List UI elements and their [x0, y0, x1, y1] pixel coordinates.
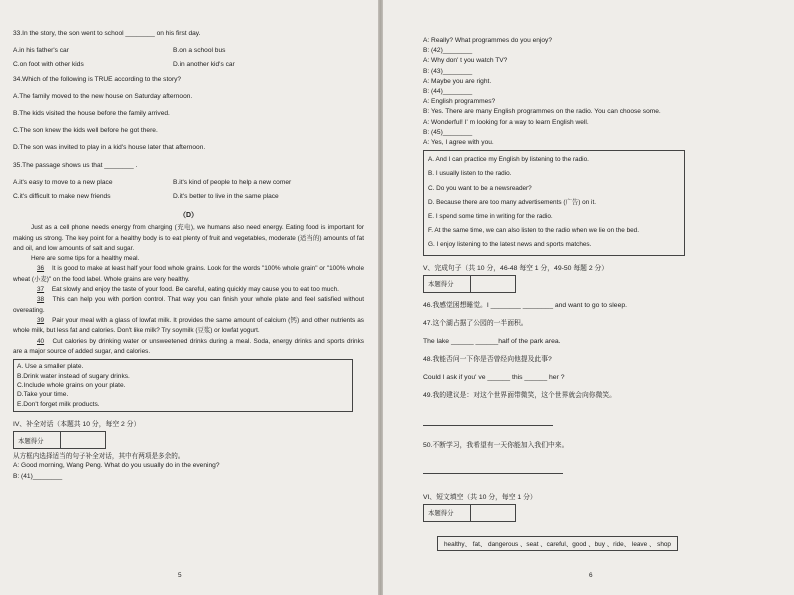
option-35-b: B.it's kind of people to help a new comer: [173, 178, 292, 186]
option-b: B.Drink water instead of sugary drinks.: [17, 372, 130, 380]
question-35-options-2: [13, 193, 364, 201]
dialogue-line: B: Yes. There are many English programmes on the radio. You can choose some.: [423, 108, 661, 116]
option-34-d: D.The son was invited to play in a kid's house later that afternoon.: [13, 144, 206, 152]
dialogue-line: A: Why don' t you watch TV?: [423, 57, 508, 65]
option-a: A. And I can practice my English by listening to the radio.: [428, 156, 589, 164]
question-48: 48.我能否问一下你是否曾经向他提及此事?: [423, 355, 552, 363]
blank-39: 39 Pair your meal with a glass of lowfat milk. It provides the same amount of calcium (钙) and other nutrients as whole milk, but less fat and calories. Don't like milk? Try soymilk (豆浆) or lowfat yogurt.: [13, 316, 364, 335]
question-50: 50.不断学习，我希望有一天你能加入我们中来。: [423, 441, 569, 449]
option-c: C.Include whole grains on your plate.: [17, 381, 126, 389]
page-number: 6: [589, 572, 593, 579]
section-iv-title: IV、补全对话（本题共 10 分，每空 2 分）: [13, 421, 141, 429]
question-49: 49.我的建议是：对这个世界面带微笑，这个世界就会向你微笑。: [423, 391, 616, 399]
dialogue-line: A: Yes, I agree with you.: [423, 139, 494, 147]
dialogue-line: A: Wonderful! I' m looking for a way to learn English well.: [423, 118, 589, 126]
question-47: 47.这个湖占据了公园的一半面积。: [423, 319, 528, 327]
left-page: [0, 0, 378, 595]
option-34-b: B.The kids visited the house before the family arrived.: [13, 110, 170, 118]
option-b: B. I usually listen to the radio.: [428, 170, 512, 178]
option-e: E.Don't forget milk products.: [17, 400, 100, 408]
question-33-options: [13, 47, 364, 55]
score-cell: [471, 504, 516, 521]
dialogue-line: A: English programmes?: [423, 98, 496, 106]
option-33-b: B.on a school bus: [173, 47, 226, 55]
question-34: 34.Which of the following is TRUE according to the story?: [13, 75, 182, 83]
score-cell: [471, 275, 516, 292]
passage-paragraph: Just as a cell phone needs energy from charging (充电), we humans also need energy. Eating food is important for making us strong. The key point for a healthy body is to eat plenty of fruit and vegetables, moderate (适当的) amounts of fat and oil, and low amounts of salt and sugar.: [13, 224, 364, 252]
answer-line-49[interactable]: [423, 425, 553, 426]
option-e: E. I spend some time in writing for the radio.: [428, 213, 553, 221]
option-34-a: A.The family moved to the new house on Saturday afternoon.: [13, 92, 193, 100]
answer-line-50[interactable]: [423, 473, 563, 474]
question-47-english: The lake ______ ______half of the park area.: [423, 337, 561, 345]
option-g: G. I enjoy listening to the latest news and sports matches.: [428, 241, 592, 249]
question-35-options: [13, 179, 364, 187]
option-f: F. At the same time, we can also listen to the radio when we lie on the bed.: [428, 227, 640, 235]
question-35: 35.The passage shows us that ________ .: [13, 161, 138, 169]
dialogue-line: A: Really? What programmes do you enjoy?: [423, 37, 553, 44]
dialogue-line: B: (45)________: [423, 128, 473, 136]
option-d: D. Because there are too many advertisements (广告) on it.: [428, 198, 597, 206]
score-table: [423, 504, 516, 522]
section-vi-title: VI、短文填空（共 10 分，每空 1 分）: [423, 493, 537, 501]
dialogue-line: B: (41)________: [13, 472, 63, 480]
blank-number: 37: [37, 286, 45, 294]
option-35-a: A.it's easy to move to a new place: [13, 178, 113, 186]
dialogue-line: B: (43)________: [423, 67, 473, 75]
question-46: 46.我感觉困想睡觉。I ________ ________ and want to go to sleep.: [423, 301, 628, 309]
blank-number: 36: [37, 265, 45, 273]
option-d: D.Take your time.: [17, 391, 69, 399]
score-table: [13, 431, 106, 449]
blank-number: 40: [37, 337, 45, 345]
option-a: A. Use a smaller plate.: [17, 363, 84, 371]
dialogue-line: A: Good morning, Wang Peng. What do you usually do in the evening?: [13, 462, 220, 470]
score-label: 本题得分: [14, 432, 61, 449]
right-page: [383, 0, 794, 595]
option-34-c: C.The son knew the kids well before he got there.: [13, 127, 158, 135]
blank-number: 39: [37, 316, 45, 324]
dialogue-line: A: Maybe you are right.: [423, 77, 492, 85]
word-bank: healthy、 fat、 dangerous 、seat 、careful、good 、buy 、ride、 leave 、 shop: [437, 536, 678, 551]
blank-number: 38: [37, 296, 45, 304]
blank-40: 40 Cut calories by drinking water or unsweetened drinks during a meal. Soda, energy drinks and sports drinks are a major source of added sugar, and calories.: [13, 337, 364, 355]
option-35-d: D.it's better to live in the same place: [173, 193, 279, 201]
dialogue-line: B: (44)________: [423, 88, 473, 96]
instruction: 从方框内选择适当的句子补全对话，其中有两项是多余的。: [13, 453, 185, 461]
option-35-c: C.it's difficult to make new friends: [13, 193, 111, 201]
option-33-c: C.on foot with other kids: [13, 61, 84, 69]
page-number: 5: [178, 572, 182, 579]
option-c: C. Do you want to be a newsreader?: [428, 184, 532, 192]
passage-tip-intro: Here are some tips for a healthy meal.: [31, 255, 140, 263]
question-33: 33.In the story, the son went to school ________ on his first day.: [13, 30, 201, 37]
option-33-d: D.in another kid's car: [173, 61, 235, 69]
score-table: [423, 275, 516, 293]
question-48-english: Could I ask if you' ve ______ this ______ her ?: [423, 373, 565, 381]
score-label: 本题得分: [424, 504, 471, 521]
blank-38: 38 This can help you with portion control. That way you can finish your whole plate and feel satisfied without overeating.: [13, 296, 364, 314]
options-box-d: [13, 359, 353, 412]
section-v-title: V、完成句子（共 10 分，46-48 每空 1 分，49-50 每题 2 分）: [423, 264, 609, 272]
section-d-title: （D）: [178, 212, 199, 220]
score-label: 本题得分: [424, 275, 471, 292]
option-33-a: A.in his father's car: [13, 47, 69, 55]
score-cell: [61, 432, 106, 449]
options-box-dialogue: [423, 150, 685, 255]
blank-36: 36 It is good to make at least half your food whole grains. Look for the words "100% whole grain" or "100% whole wheat (小麦)" on the food label. Whole grains are very healthy.: [13, 265, 364, 283]
question-33-options-2: [13, 61, 364, 69]
dialogue-line: B: (42)________: [423, 47, 473, 55]
blank-37: 37 Eat slowly and enjoy the taste of your food. Be careful, eating quickly may cause you to eat too much.: [13, 285, 364, 295]
